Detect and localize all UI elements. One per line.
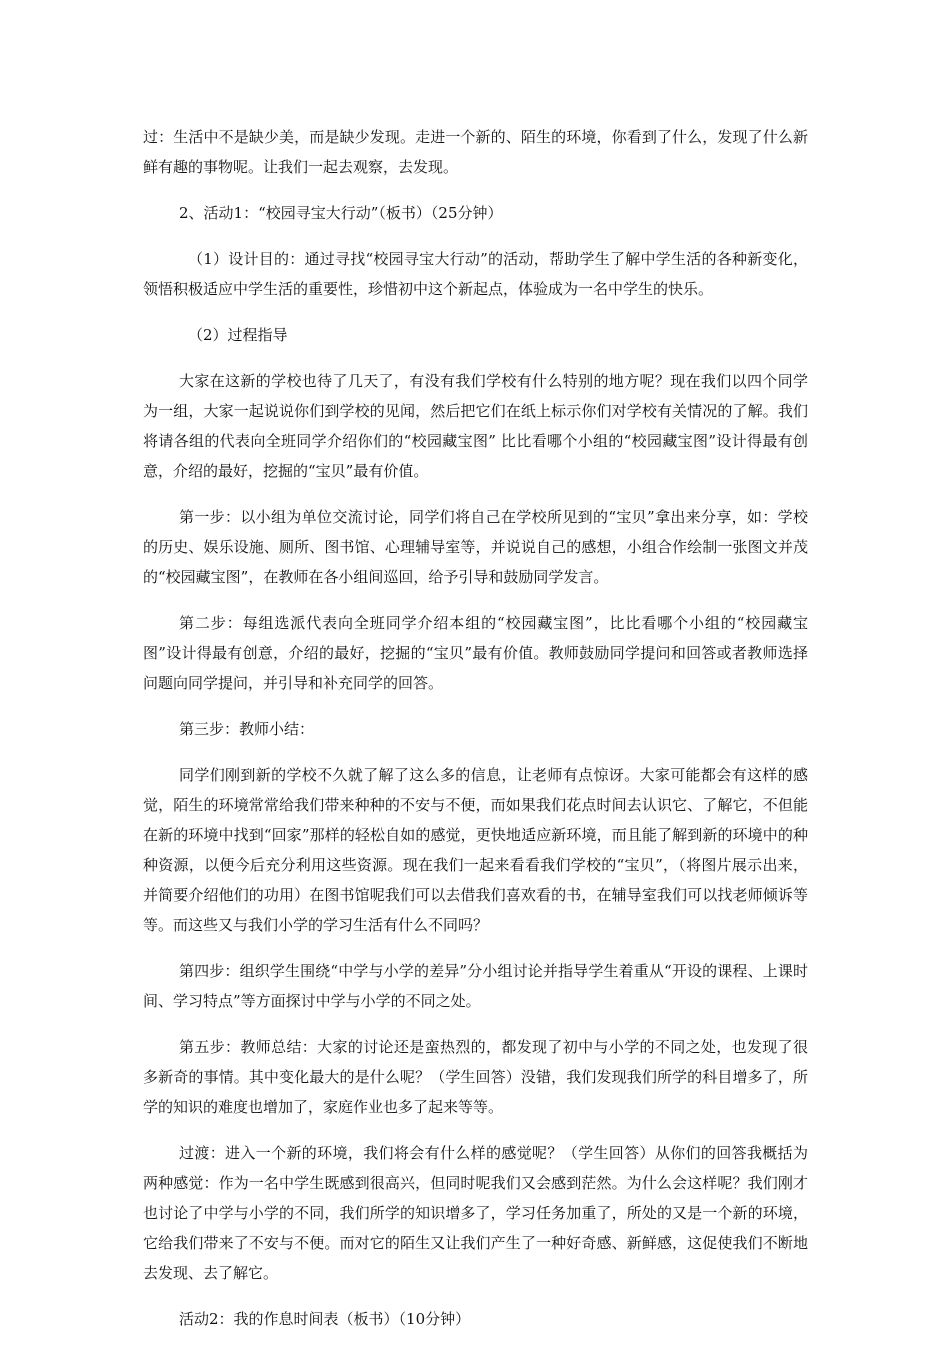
heading-process-guidance: （2）过程指导	[188, 326, 288, 344]
paragraph-design-purpose: （1）设计目的：通过寻找“校园寻宝大行动”的活动，帮助学生了解中学生活的各种新变化，领悟积极适应中学生活的重要性，珍惜初中这个新起点，体验成为一名中学生的快乐。	[143, 250, 808, 298]
paragraph-step-4: 第四步：组织学生围绕“中学与小学的差异”分小组讨论并指导学生着重从“开设的课程、上课时间、学习特点”等方面探讨中学与小学的不同之处。	[143, 962, 808, 1010]
paragraph-teacher-summary: 同学们刚到新的学校不久就了解了这么多的信息，让老师有点惊讶。大家可能都会有这样的感觉，陌生的环境常常给我们带来种种的不安与不便，而如果我们花点时间去认识它、了解它，不但能在新的环境中找到“回家”那样的轻松自如的感觉，更快地适应新环境，而且能了解到新的环境中的种种资源，以便今后充分利用这些资源。现在我们一起来看看我们学校的“宝贝”，（将图片展示出来，并简要介绍他们的功用）在图书馆呢我们可以去借我们喜欢看的书，在辅导室我们可以找老师倾诉等等。而这些又与我们小学的学习生活有什么不同吗？	[143, 766, 808, 934]
heading-activity-1: 2、活动1：“校园寻宝大行动”（板书）（25分钟）	[179, 204, 503, 222]
document-body	[143, 122, 808, 1350]
paragraph-transition-intro: 过：生活中不是缺少美，而是缺少发现。走进一个新的、陌生的环境，你看到了什么，发现了什么新鲜有趣的事物呢。让我们一起去观察，去发现。	[143, 128, 808, 176]
paragraph-transition: 过渡：进入一个新的环境，我们将会有什么样的感觉呢？（学生回答）从你们的回答我概括为两种感觉：作为一名中学生既感到很高兴，但同时呢我们又会感到茫然。为什么会这样呢？我们刚才也讨论了中学与小学的不同，我们所学的知识增多了，学习任务加重了，所处的又是一个新的环境，它给我们带来了不安与不便。而对它的陌生又让我们产生了一种好奇感、新鲜感，这促使我们不断地去发现、去了解它。	[143, 1144, 808, 1282]
heading-activity-2: 活动2：我的作息时间表（板书）（10分钟）	[179, 1310, 471, 1328]
paragraph-step-2: 第二步：每组选派代表向全班同学介绍本组的“校园藏宝图”，比比看哪个小组的“校园藏宝图”设计得最有创意，介绍的最好，挖掘的“宝贝”最有价值。教师鼓励同学提问和回答或者教师选择问题向同学提问，并引导和补充同学的回答。	[143, 614, 808, 692]
paragraph-introduction: 大家在这新的学校也待了几天了，有没有我们学校有什么特别的地方呢？现在我们以四个同学为一组，大家一起说说你们到学校的见闻，然后把它们在纸上标示你们对学校有关情况的了解。我们将请各组的代表向全班同学介绍你们的“校园藏宝图” 比比看哪个小组的“校园藏宝图”设计得最有创意，介绍的最好，挖掘的“宝贝”最有价值。	[143, 372, 808, 480]
paragraph-step-3-heading: 第三步：教师小结：	[179, 720, 315, 738]
paragraph-step-1: 第一步：以小组为单位交流讨论，同学们将自己在学校所见到的“宝贝”拿出来分享，如：学校的历史、娱乐设施、厕所、图书馆、心理辅导室等，并说说自己的感想，小组合作绘制一张图文并茂的“校园藏宝图”，在教师在各小组间巡回，给予引导和鼓励同学发言。	[143, 508, 808, 586]
paragraph-step-5: 第五步：教师总结：大家的讨论还是蛮热烈的，都发现了初中与小学的不同之处，也发现了很多新奇的事情。其中变化最大的是什么呢？（学生回答）没错，我们发现我们所学的科目增多了，所学的知识的难度也增加了，家庭作业也多了起来等等。	[143, 1038, 808, 1116]
